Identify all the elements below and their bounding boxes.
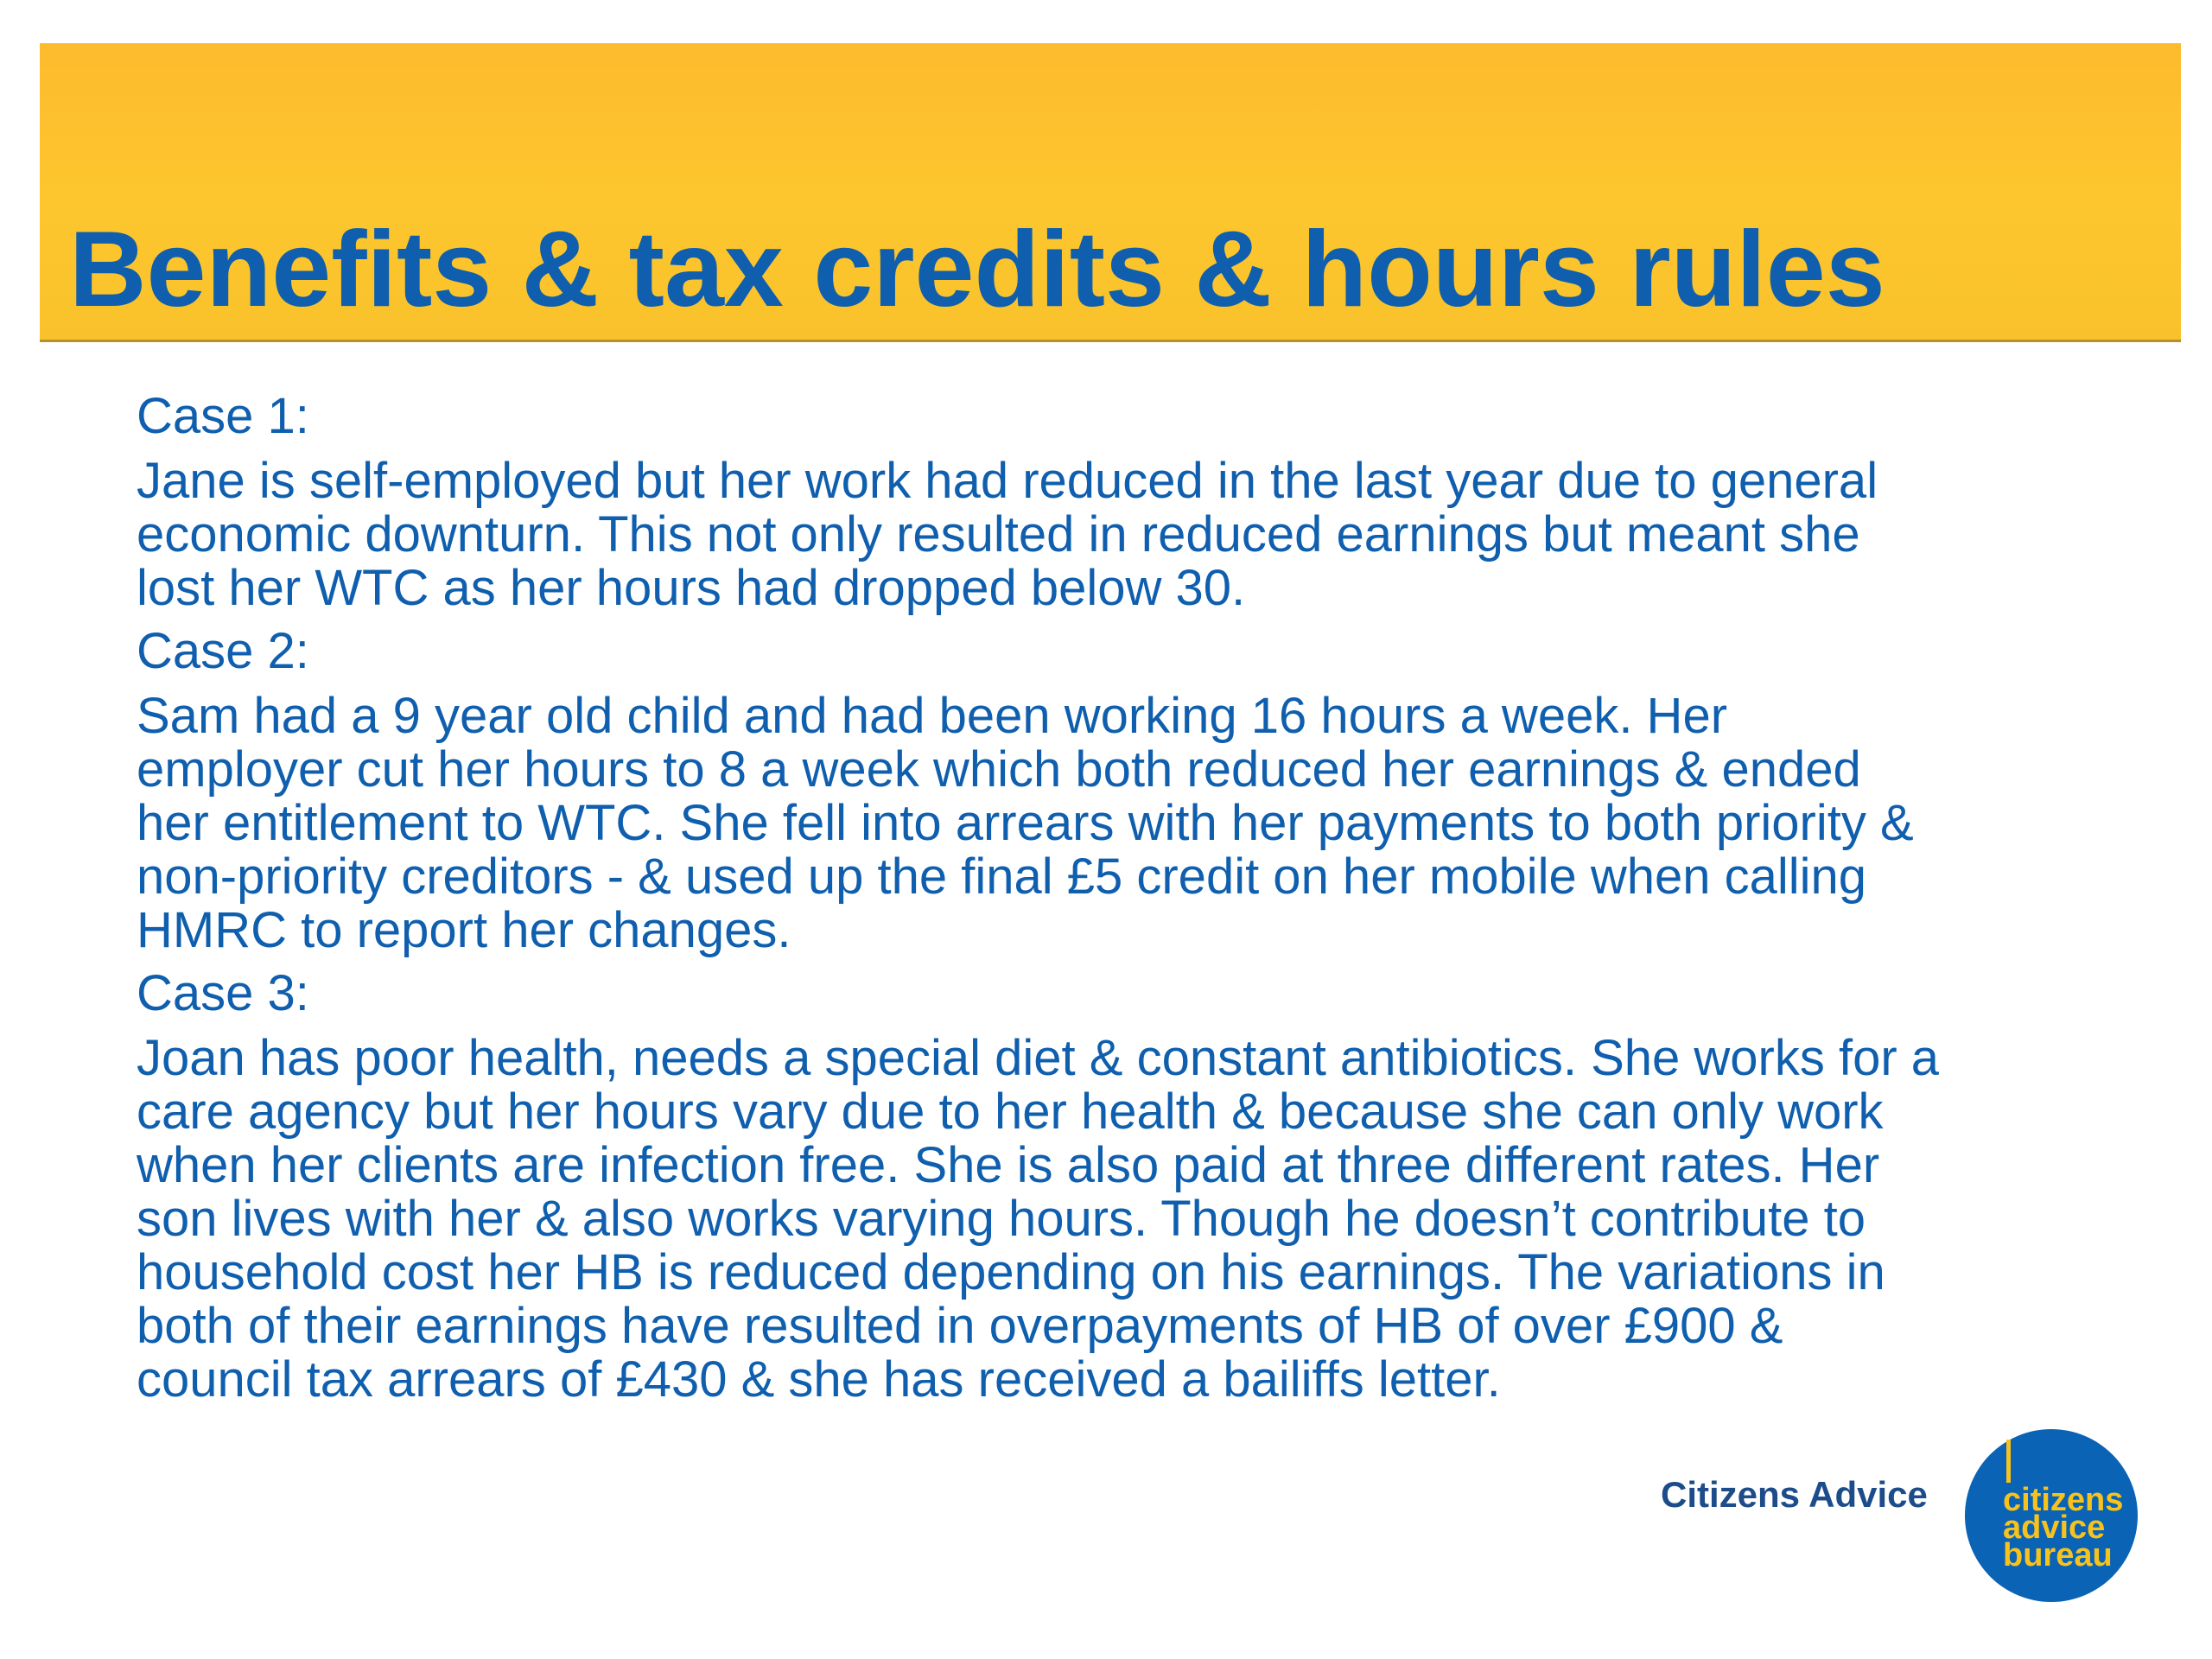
- citizens-advice-bureau-logo-icon: [1963, 1427, 2139, 1604]
- case-2-line: HMRC to report her changes.: [137, 902, 791, 958]
- case-3-paragraph: [137, 1032, 2158, 1407]
- logo-text-bureau: bureau: [2003, 1537, 2113, 1573]
- case-1-line: lost her WTC as her hours had dropped below 30.: [137, 560, 1246, 616]
- case-1-line: economic downturn. This not only resulted in reduced earnings but meant she: [137, 506, 1860, 563]
- case-3-line: council tax arrears of £430 & she has received a bailiffs letter.: [137, 1351, 1501, 1408]
- case-3-line: son lives with her & also works varying hours. Though he doesn’t contribute to: [137, 1191, 1866, 1247]
- case-3-line: care agency but her hours vary due to her health & because she can only work: [137, 1084, 1884, 1140]
- slide-title: Benefits & tax credits & hours rules: [69, 210, 1885, 329]
- logo-text-citizens: citizens: [2003, 1482, 2124, 1518]
- case-2-paragraph: [137, 690, 2158, 957]
- case-2-line: non-priority creditors - & used up the final £5 credit on her mobile when calling: [137, 849, 1867, 905]
- case-1-line: Jane is self-employed but her work had reduced in the last year due to general: [137, 453, 1878, 509]
- logo-text-advice: advice: [2003, 1510, 2106, 1546]
- case-3-line: Joan has poor health, needs a special diet & constant antibiotics. She works for a: [137, 1030, 1940, 1086]
- case-1-heading: Case 1:: [137, 388, 309, 444]
- case-3-line: household cost her HB is reduced depending on his earnings. The variations in: [137, 1244, 1885, 1300]
- case-2-line: Sam had a 9 year old child and had been working 16 hours a week. Her: [137, 688, 1728, 744]
- case-list: [137, 387, 2158, 1407]
- case-3-line: both of their earnings have resulted in overpayments of HB of over £900 &: [137, 1298, 1783, 1354]
- case-2-heading: Case 2:: [137, 623, 309, 679]
- case-2-line: her entitlement to WTC. She fell into arrears with her payments to both priority &: [137, 795, 1914, 851]
- case-3-line: when her clients are infection free. She is also paid at three different rates. Her: [137, 1137, 1880, 1193]
- case-1-paragraph: [137, 454, 2158, 615]
- case-2-line: employer cut her hours to 8 a week which both reduced her earnings & ended: [137, 741, 1861, 798]
- citizens-advice-wordmark: Citizens Advice: [1661, 1474, 1928, 1515]
- case-3-heading: Case 3:: [137, 965, 309, 1021]
